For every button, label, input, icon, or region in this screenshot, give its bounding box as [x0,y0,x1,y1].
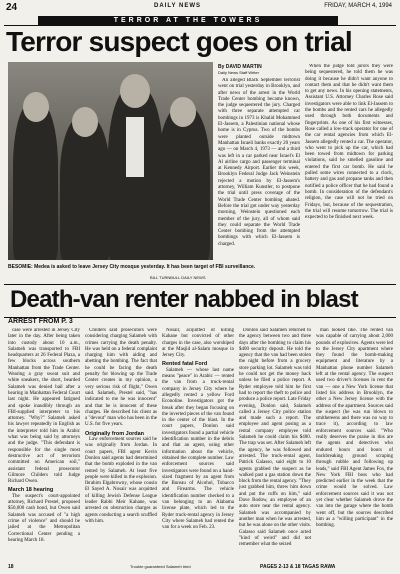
story2-headline: Death-van renter nabbed in blast [10,286,358,313]
footer-ref: PAGES 2-13 & 18 TAGAS RAWA [260,564,336,570]
page-number: 24 [6,2,18,13]
byline: By DAVID MARTIN [218,64,262,70]
paper-name: DAILY NEWS [154,3,202,9]
story2-column-5: man looked like. The rented van was capable of carrying about 2,000 pounds of explosives. Agents were led to the Jersey City apartment where they found the bomb-making equipment and literature by a Manhattan phone number Salameh left at the rental agency. The suspect used two driver's licenses in rent the van — one a New York license that listed his address in Brooklyn, the other a New Jersey license with the address of the apartment. Sources said the suspect (he was run blown to smithereens and there was no way to trace it), according to law enforcement sources said. "Who really deserves the praise in this are the agents and detectives who endured hours and hours of backbreaking ground scraping through rubble and following up leads," said FBI Agent James Fox, the New York FBI boss who had predicted earlier in the week that the crime would be solved. Law enforcement sources said it was not yet clear whether Salameh drove the van into the garage where the bomb went off, but the sources described him as a "willing participant" in the bombing. [316,328,393,529]
story2-column-2: Childers said prosecutors were considering charging Salameh with crimes carrying the death penalty. He was held on a federal complaint charging him with aiding and abetting the bombing. The fact that he could be facing the death penalty for blowing up the Trade Center creates in my opinion, a very serious risk of flight," Owen said. Salameh, Prestel said, "has indicated to me he was innocent" and that he is innocent of these charges. He described his client as a "devout" man who has been in the U.S. for five years. Originally from Jordan Law enforcement sources said he was originally from Jordan. In court papers, FBI agent Kevin Donlon said agents had determined that the bomb exploded in the van rented by Salameh. At least five people were killed in the explosion. Ibrahim Elgabrowny, whose cousin El Sayed A. Nosair was acquitted of killing Jewish Defense League leader Rabbi Meir Kahane, was arrested on obstruction charges as agents conducting a search scuffled with him. [85,328,157,524]
divider [4,284,396,285]
masthead [4,2,396,16]
subhead: Originally from Jordan [85,430,144,437]
subhead: March 18 hearing [8,487,54,494]
subhead: Rented fatal Ford [162,361,208,368]
story1-column-a: An alleged Black September terrorist went on trial yesterday in Brooklyn, and after news of the arrest in the World Trade Center bombing became known, the judge sequestered the jury. Charged with three separate attempted car bombings in 1973 is Khalid Mohammed El-Jassem, a Palestinian national whose home is in Cyprus. Two of the bombs were planted outside midtown Manhattan Israeli banks exactly 20 years ago — on March 4, 1973 — and a third was left in a car parked near Israel's El Al airline cargo and passenger terminal at Kennedy Airport. Earlier this week, Brooklyn Federal Judge Jack Weinstein rejected a motion by El-Jassem's attorney, William Kunstler, to postpone the trial until press coverage of the World Trade Center bombing abated. Before the trial got under way yesterday morning, Weinstein questioned each member of the jury, all of whom said they could separate the World Trade Center bombing from the attempted bombings with which El-Jassem is charged. [218,78,300,247]
footer-note: Trouble guaranteed Salameh tried [130,564,191,569]
story1-column-b: When the judge told jurors they were being sequestered, he told them he was doing it because he didn't want anyone to contact them and that he didn't want them to get any news. In his opening statements, Assistant U.S. Attorney Charles Rose said investigators were able to link El-Jassem to the bombs and the rented cars he allegedly used through both documents and fingerprints. As one of his first witnesses, Rose called a low-track operator for one of the car rental agencies from which El-Jassem allegedly rented a car. The operator, who went to pick up the car, which had been towed from midtown for parking violations, said he smelled gasoline and entered the first car bomb. He said he pulled some wires connected to a clock, battery and gas and propane tanks and then notified a police officer that he had found a bomb. In consideration of the defendant's religion, the case will not be tried on Fridays, but, because of the sequestration, the trial will resume tomorrow. The trial is expected to be finished next week. [305,64,393,221]
footer-page: 18 [8,564,14,570]
issue-date: FRIDAY, MARCH 4, 1994 [324,3,392,9]
story2-column-1: case were arrested in Jersey City later in the day. After being taken into custody about 10 a.m., Salameh was transported to FBI headquarters at 26 Federal Plaza, a few blocks across southern Manhattan from the Trade Center. Wearing a gray sweat suit and white sneakers, the short, bearded Salameh was denied bail after a hearing in Manhattan Federal Court last night. He appeared fatigued and spoke inaudibly through an FBI-supplied interpreter to his attorney. "Why?" Salameh asked his lawyer repeatedly in English as the interpreter told him in Arabic what was being said by attorneys and the judge. "This defendant is responsible for the single most destructive act of terrorism committed on American soil," assistant federal prosecutor Gilmore Childers told Judge Richard Owen. March 18 hearing The suspect's court-appointed attorney, Richard Prestel, proposed $50,000 cash bond, but Owen said Salameh was accused of "a high crime of violence" and should be jailed at the Metropolitan Correctional Center pending a hearing March 18. [8,328,80,543]
story2-column-3: Nosair, acquitted of killing Kahane but convicted of other charges in the case, also worshiped at the Masjid al-Salam mosque in Jersey City. Rented fatal Ford Salameh — whose last name means "peace" in Arabic — rented the van from a truck-rental company in Jersey City where he allegedly rented a yellow Ford Econoline. Investigators got the break after they began focusing on the inverted pieces of the van found in the center of the blast. In the court papers, Donlon said investigators found a partial vehicle identification number in the debris and that an agent, using other information about the vehicle, obtained the complete number. Law enforcement sources said investigators were found on a hand-sized fragment by an agent from the Bureau of Alcohol, Tobacco and Firearms. The vehicle identification number checked to a van belonging to an Alabama license plate, which led to the Ryder truck-rental agency in Jersey City where Salameh had rented the van for a week on Feb. 23. [162,328,234,531]
news-photo [8,62,213,260]
section-banner: TERROR AT THE TOWERS [38,16,338,25]
byline-title: Daily News Staff Writer [218,70,259,75]
story1-headline: Terror suspect goes on trial [6,26,352,57]
jump-line: ARREST FROM P. 3 [8,318,73,325]
story2-column-4: Donlon said Salameh returned to the agency between two and three days after the bombing to claim his $400 security deposit. He told the agency that the van had been stolen the night before from a grocery store parking lot. Salameh was told he could not get the money back unless he filed a police report. A Ryder employee told him he first had to report the theft to police and produce a police report. Late Friday evening, Donlon said, Salameh called a Jersey City police station and made such a report. The employee and agent posing as a rental company employee told Salameh he could claim his $400. The trap was set. After Salameh left the agency, he was followed and arrested. The truck-rental agent, Patrick Galasso, said eight to 10 agents grabbed the suspect as he walked past a gas station down the block from the rental agency. "They just grabbed him, threw him down and put the cuffs on him," said Dave Rodow, an employee of an auto store near the rental agency. Salameh was accompanied by another man when he was arrested, but he was alone on the other visits. Galasso said Salameh once acted "kind of weird" and did not remember what the seized [239,328,311,548]
photo-caption: BESOMIE: Medea is asked to leave Jersey City mosque yesterday. It has been target of FBI surveillance. [8,264,256,270]
photo-credit: BILL TURNBULL DAILY NEWS [150,275,206,280]
